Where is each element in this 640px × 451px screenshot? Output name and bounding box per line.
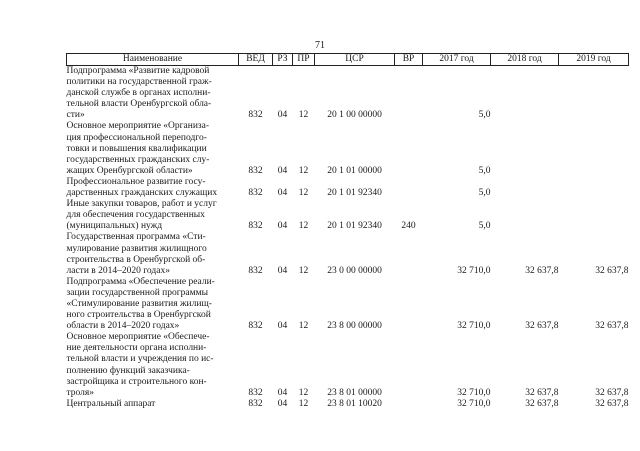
- header-2019: 2019 год: [559, 54, 629, 66]
- cell-2017: 32 710,0: [457, 265, 491, 276]
- header-csr: ЦСР: [315, 54, 395, 66]
- cell-rz: 04: [277, 188, 288, 199]
- cell-vr: [395, 232, 423, 276]
- cell-2017: 5,0: [478, 165, 491, 176]
- table-row: [67, 199, 629, 232]
- row-name: Подпрограмма «Развитие кадровой политики на государственной граж- данской службе в органах исполни- тельной власти Оренбургской обла- сти»: [66, 66, 212, 121]
- table-body: [67, 66, 629, 410]
- cell-2017: 32 710,0: [457, 398, 491, 409]
- cell-vr: [395, 177, 423, 199]
- cell-ved: 832: [248, 165, 263, 176]
- table-row: [67, 399, 629, 410]
- cell-rz: 04: [277, 265, 288, 276]
- table-row: [67, 177, 629, 199]
- cell-csr: 23 8 01 10020: [327, 398, 382, 409]
- row-name: Центральный аппарат: [66, 398, 156, 409]
- cell-rz: 04: [277, 321, 288, 332]
- cell-2018: 32 637,8: [525, 265, 559, 276]
- header-rz: РЗ: [273, 54, 293, 66]
- cell-vr: [395, 332, 423, 399]
- row-name: Профессиональное развитие госу- дарственных гражданских служащих: [66, 176, 218, 199]
- header-vr: ВР: [395, 54, 423, 66]
- cell-csr: 23 8 00 00000: [327, 321, 382, 332]
- cell-2017: 5,0: [478, 221, 491, 232]
- cell-rz: 04: [277, 221, 288, 232]
- cell-pr: 12: [298, 387, 309, 398]
- row-name: Государственная программа «Сти- мулирование развития жилищного строительства в Оренбургской об- ласти в 2014–2020 годах»: [66, 232, 207, 276]
- cell-ved: 832: [248, 221, 263, 232]
- header-row: [67, 54, 629, 66]
- cell-pr: 12: [298, 265, 309, 276]
- cell-csr: 20 1 00 00000: [327, 110, 382, 121]
- budget-table: [66, 53, 629, 410]
- cell-pr: 12: [298, 221, 309, 232]
- header-ved: ВЕД: [239, 54, 273, 66]
- cell-2017: 5,0: [478, 188, 491, 199]
- cell-ved: 832: [248, 321, 263, 332]
- cell-2017: 32 710,0: [457, 387, 491, 398]
- cell-pr: 12: [298, 188, 309, 199]
- cell-pr: 12: [298, 398, 309, 409]
- table-row: [67, 66, 629, 122]
- header-2017: 2017 год: [423, 54, 491, 66]
- cell-2018: [491, 199, 559, 232]
- cell-vr: 240: [401, 221, 416, 232]
- cell-ved: 832: [248, 387, 263, 398]
- cell-2017: 32 710,0: [457, 321, 491, 332]
- cell-2019: [559, 199, 629, 232]
- table-row: [67, 277, 629, 332]
- cell-csr: 23 0 00 00000: [327, 265, 382, 276]
- cell-pr: 12: [298, 110, 309, 121]
- cell-2018: [491, 121, 559, 176]
- header-name: Наименование: [67, 54, 239, 66]
- cell-ved: 832: [248, 398, 263, 409]
- cell-csr: 23 8 01 00000: [327, 387, 382, 398]
- header-2018: 2018 год: [491, 54, 559, 66]
- header-pr: ПР: [293, 54, 315, 66]
- cell-rz: 04: [277, 398, 288, 409]
- cell-rz: 04: [277, 165, 288, 176]
- cell-csr: 20 1 01 00000: [327, 165, 382, 176]
- cell-2018: [491, 66, 559, 122]
- cell-2017: 5,0: [478, 110, 491, 121]
- cell-ved: 832: [248, 265, 263, 276]
- table-row: [67, 121, 629, 176]
- cell-vr: [395, 399, 423, 410]
- cell-csr: 20 1 01 92340: [327, 188, 382, 199]
- cell-2019: [559, 177, 629, 199]
- cell-2019: 32 637,8: [595, 398, 629, 409]
- cell-vr: [395, 66, 423, 122]
- cell-vr: [395, 277, 423, 332]
- cell-2019: [559, 121, 629, 176]
- cell-2019: [559, 66, 629, 122]
- cell-vr: [395, 121, 423, 176]
- page-number: 71: [315, 40, 325, 51]
- cell-rz: 04: [277, 387, 288, 398]
- row-name: Подпрограмма «Обеспечение реали- зации государственной программы «Стимулирование развития жилищ- ного строительства в Оренбургской области в 2014–2020 годах»: [66, 276, 215, 332]
- cell-pr: 12: [298, 321, 309, 332]
- cell-2019: 32 637,8: [595, 321, 629, 332]
- cell-csr: 20 1 01 92340: [327, 221, 382, 232]
- cell-2018: 32 637,8: [525, 398, 559, 409]
- row-name: Основное мероприятие «Обеспече- ние деятельности органа исполни- тельной власти и учреждения по ис- полнению функций заказчика- застройщика и строительного кон- троля»: [66, 332, 214, 398]
- row-name: Иные закупки товаров, работ и услуг для обеспечения государственных (муниципальных) нужд: [66, 199, 217, 232]
- cell-2018: [491, 177, 559, 199]
- table-row: [67, 332, 629, 399]
- row-name: Основное мероприятие «Организа- ция профессиональной переподго- товки и повышения квалификации государственных гражданских слу- жащих Оренбургской области»: [66, 121, 210, 176]
- cell-2019: 32 637,8: [595, 265, 629, 276]
- cell-ved: 832: [248, 110, 263, 121]
- cell-pr: 12: [298, 165, 309, 176]
- cell-ved: 832: [248, 188, 263, 199]
- cell-2018: 32 637,8: [525, 387, 559, 398]
- cell-rz: 04: [277, 110, 288, 121]
- cell-2019: 32 637,8: [595, 387, 629, 398]
- table-row: [67, 232, 629, 276]
- cell-2018: 32 637,8: [525, 321, 559, 332]
